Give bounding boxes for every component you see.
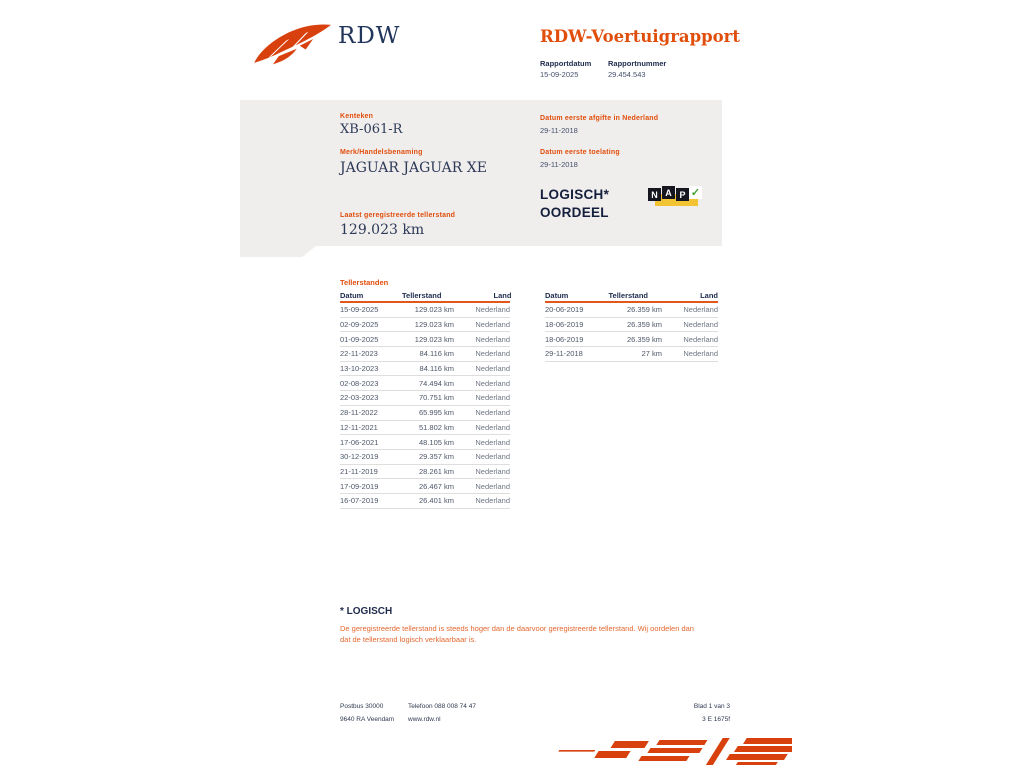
footnote-text — [340, 623, 740, 645]
cell-tellerstand: 27 km — [641, 349, 662, 359]
cell-datum: 30-12-2019 — [340, 452, 379, 462]
cell-land: Nederland — [475, 496, 510, 506]
table-row — [340, 406, 510, 421]
cell-datum: 28-11-2022 — [340, 408, 378, 418]
cell-land: Nederland — [475, 466, 510, 476]
nap-letter-n: N — [648, 188, 661, 201]
cell-tellerstand: 84.116 km — [419, 349, 454, 359]
cell-tellerstand: 26.467 km — [418, 481, 454, 491]
cell-land: Nederland — [475, 452, 510, 462]
panel-corner-tab — [240, 246, 316, 257]
table-header — [340, 290, 510, 303]
cell-datum: 18-06-2019 — [545, 334, 584, 344]
cell-land: Nederland — [475, 393, 510, 403]
cell-land: Nederland — [475, 349, 510, 359]
col-tellerstand: Tellerstand — [402, 291, 442, 300]
footer-website: www.rdw.nl — [408, 716, 441, 723]
odometer-table-left — [340, 290, 510, 509]
nap-check-icon: ✓ — [690, 187, 701, 199]
cell-tellerstand: 84.116 km — [419, 364, 454, 374]
cell-tellerstand: 26.401 km — [418, 496, 454, 506]
toelating-value: 29-11-2018 — [540, 160, 578, 169]
table-row — [545, 332, 718, 347]
merk-label: Merk/Handelsbenaming — [340, 149, 423, 156]
footer-address-line1: Postbus 30000 — [340, 703, 384, 710]
cell-tellerstand: 70.751 km — [418, 393, 454, 403]
cell-tellerstand: 129.023 km — [414, 305, 454, 315]
report-date-value: 15-09-2025 — [540, 70, 579, 79]
rdw-bird-logo-icon — [252, 22, 334, 68]
cell-land: Nederland — [475, 334, 510, 344]
cell-land: Nederland — [475, 364, 510, 374]
table-body — [340, 303, 510, 509]
cell-tellerstand: 29.357 km — [418, 452, 454, 462]
table-row — [340, 376, 510, 391]
cell-land: Nederland — [475, 320, 510, 330]
vehicle-summary-panel — [240, 100, 722, 246]
cell-datum: 02-08-2023 — [340, 378, 379, 388]
cell-land: Nederland — [475, 437, 510, 447]
cell-tellerstand: 26.359 km — [626, 334, 662, 344]
odometer-table-right — [545, 290, 718, 362]
table-row — [340, 421, 510, 436]
table-row — [545, 347, 718, 362]
cell-tellerstand: 129.023 km — [414, 320, 454, 330]
footnote-line2: dat de tellerstand logisch verklaarbaar is. — [340, 635, 477, 644]
rdw-stripe-decoration-icon — [542, 736, 792, 768]
oordeel-line2: OORDEEL — [540, 204, 609, 220]
afgifte-label: Datum eerste afgifte in Nederland — [540, 115, 659, 122]
afgifte-value: 29-11-2018 — [540, 126, 578, 135]
cell-tellerstand: 28.261 km — [418, 466, 454, 476]
col-tellerstand: Tellerstand — [608, 291, 648, 300]
cell-datum: 20-06-2019 — [545, 305, 584, 315]
cell-datum: 22-11-2023 — [340, 349, 378, 359]
cell-land: Nederland — [683, 320, 718, 330]
table-row — [340, 391, 510, 406]
oordeel-verdict — [540, 186, 609, 221]
table-body — [545, 303, 718, 362]
cell-datum: 12-11-2021 — [340, 422, 378, 432]
table-row — [545, 303, 718, 318]
table-row — [340, 494, 510, 509]
nap-letter-a: A — [662, 186, 675, 199]
cell-datum: 22-03-2023 — [340, 393, 379, 403]
cell-land: Nederland — [475, 305, 510, 315]
cell-datum: 15-09-2025 — [340, 305, 379, 315]
report-number-label: Rapportnummer — [608, 59, 667, 68]
merk-value: JAGUAR JAGUAR XE — [340, 160, 487, 176]
table-row — [340, 303, 510, 318]
cell-tellerstand: 26.359 km — [626, 305, 662, 315]
cell-tellerstand: 26.359 km — [626, 320, 662, 330]
footer-form-code: 3 E 1675f — [702, 716, 730, 723]
cell-land: Nederland — [475, 481, 510, 491]
table-row — [340, 479, 510, 494]
cell-datum: 29-11-2018 — [545, 349, 583, 359]
cell-datum: 16-07-2019 — [340, 496, 379, 506]
footer-address-line2: 9640 RA Veendam — [340, 716, 395, 723]
footer-phone: Telefoon 088 008 74 47 — [408, 703, 476, 710]
cell-land: Nederland — [683, 349, 718, 359]
cell-tellerstand: 48.105 km — [418, 437, 454, 447]
col-datum: Datum — [340, 291, 364, 300]
table-row — [340, 332, 510, 347]
report-title: RDW-Voertuigrapport — [540, 27, 740, 46]
cell-tellerstand: 65.995 km — [418, 408, 454, 418]
toelating-label: Datum eerste toelating — [540, 149, 620, 156]
cell-tellerstand: 129.023 km — [414, 334, 454, 344]
table-row — [340, 362, 510, 377]
cell-datum: 18-06-2019 — [545, 320, 584, 330]
cell-land: Nederland — [683, 305, 718, 315]
oordeel-line1: LOGISCH* — [540, 187, 610, 202]
nap-letter-p: P — [676, 188, 689, 201]
tellerstanden-title: Tellerstanden — [340, 278, 389, 287]
col-land: Land — [700, 291, 718, 300]
cell-land: Nederland — [475, 408, 510, 418]
footer-page-number: Blad 1 van 3 — [693, 703, 730, 710]
cell-datum: 17-09-2019 — [340, 481, 379, 491]
footnote-title: * LOGISCH — [340, 606, 393, 617]
footnote-line1: De geregistreerde tellerstand is steeds hoger dan de daarvoor geregistreerde tellerstand. Wij oordelen dan — [340, 624, 694, 633]
table-row — [340, 465, 510, 480]
table-row — [340, 450, 510, 465]
cell-datum: 13-10-2023 — [340, 364, 379, 374]
tellerstand-label: Laatst geregistreerde tellerstand — [340, 212, 456, 219]
cell-tellerstand: 51.802 km — [418, 422, 454, 432]
cell-datum: 21-11-2019 — [340, 466, 378, 476]
cell-datum: 17-06-2021 — [340, 437, 379, 447]
cell-land: Nederland — [683, 334, 718, 344]
report-number-value: 29.454.543 — [608, 70, 646, 79]
cell-datum: 02-09-2025 — [340, 320, 379, 330]
cell-tellerstand: 74.494 km — [418, 378, 454, 388]
col-land: Land — [493, 291, 512, 300]
table-row — [340, 347, 510, 362]
nap-logo — [648, 185, 700, 209]
tellerstand-value: 129.023 km — [340, 222, 425, 238]
table-row — [340, 318, 510, 333]
report-date-label: Rapportdatum — [540, 59, 592, 68]
cell-datum: 01-09-2025 — [340, 334, 379, 344]
kenteken-value: XB-061-R — [340, 122, 403, 137]
kenteken-label: Kenteken — [340, 113, 374, 120]
table-header — [545, 290, 718, 303]
table-row — [545, 318, 718, 333]
col-datum: Datum — [545, 291, 569, 300]
cell-land: Nederland — [475, 378, 510, 388]
cell-land: Nederland — [475, 422, 510, 432]
rdw-logo-text: RDW — [338, 23, 401, 49]
table-row — [340, 435, 510, 450]
